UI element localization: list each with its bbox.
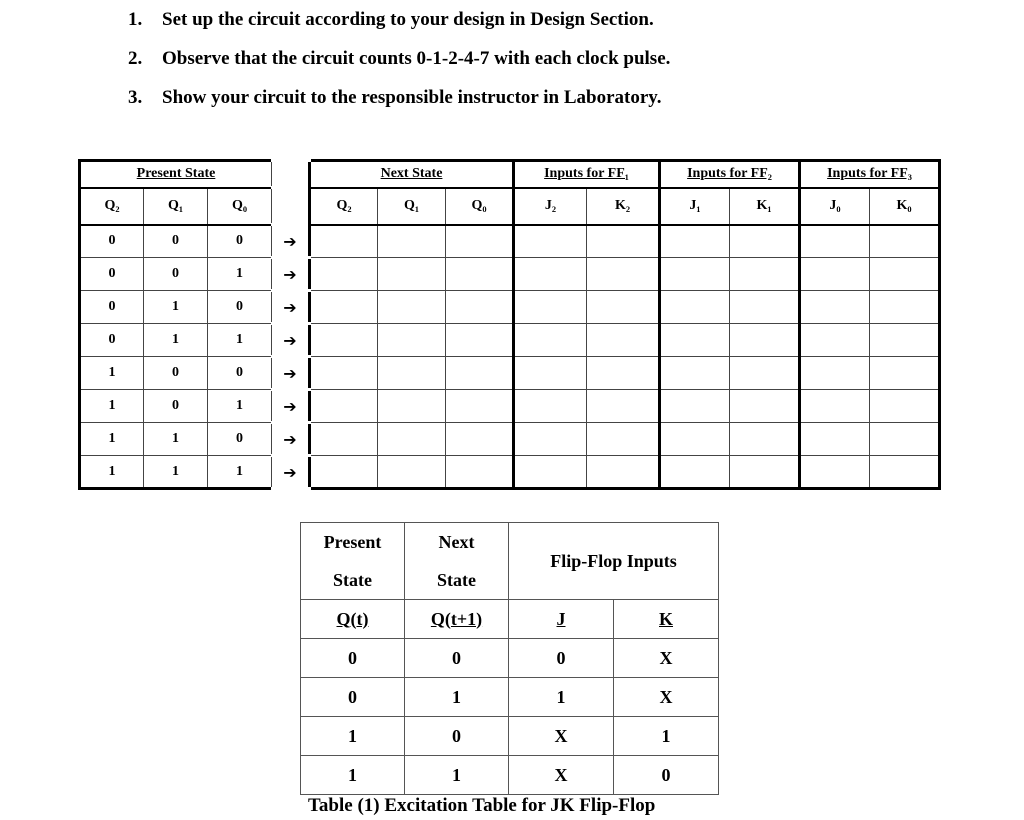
k-cell: X xyxy=(614,678,719,717)
subheader-j: J xyxy=(509,600,614,639)
qt-cell: 0 xyxy=(301,639,405,678)
next-state-label: State xyxy=(405,561,509,600)
col-header-j1: J₁ xyxy=(660,188,730,225)
col-header-next-q0: Q₀ xyxy=(446,188,514,225)
k1-cell[interactable] xyxy=(730,225,800,258)
k1-cell[interactable] xyxy=(730,456,800,489)
qt-cell: 0 xyxy=(301,678,405,717)
k0-cell[interactable] xyxy=(870,324,940,357)
excite-subheader-row xyxy=(301,600,719,639)
k0-cell[interactable] xyxy=(870,291,940,324)
state-row xyxy=(80,324,940,357)
present-state-cell: 1 xyxy=(144,324,208,357)
group-header-row xyxy=(80,161,940,188)
j1-cell[interactable] xyxy=(660,291,730,324)
col-header-j0: J₀ xyxy=(800,188,870,225)
instruction-number: 3. xyxy=(128,87,143,108)
k2-cell[interactable] xyxy=(587,324,660,357)
j2-cell[interactable] xyxy=(514,357,587,390)
state-row xyxy=(80,225,940,258)
col-header-k2: K₂ xyxy=(587,188,660,225)
qt1-cell: 0 xyxy=(405,639,509,678)
state-row xyxy=(80,357,940,390)
k-cell: 0 xyxy=(614,756,719,795)
j2-cell[interactable] xyxy=(514,390,587,423)
j0-cell[interactable] xyxy=(800,291,870,324)
excite-header-row xyxy=(301,523,719,562)
present-state-cell: 0 xyxy=(80,324,144,357)
present-state-cell: 0 xyxy=(144,357,208,390)
present-state-cell: 0 xyxy=(80,258,144,291)
k0-cell[interactable] xyxy=(870,456,940,489)
next-q1-cell[interactable] xyxy=(378,258,446,291)
k0-cell[interactable] xyxy=(870,225,940,258)
j1-cell[interactable] xyxy=(660,390,730,423)
present-header: Present xyxy=(301,523,405,562)
col-header-next-q1: Q₁ xyxy=(378,188,446,225)
j0-cell[interactable] xyxy=(800,390,870,423)
arrow-icon: ➔ xyxy=(272,291,310,324)
j1-cell[interactable] xyxy=(660,456,730,489)
qt1-cell: 0 xyxy=(405,717,509,756)
k2-cell[interactable] xyxy=(587,423,660,456)
j1-cell[interactable] xyxy=(660,357,730,390)
column-header-row xyxy=(80,188,940,225)
j2-cell[interactable] xyxy=(514,258,587,291)
arrow-column-header xyxy=(272,161,310,188)
arrow-icon: ➔ xyxy=(272,456,310,489)
flip-flop-inputs-header: Flip-Flop Inputs xyxy=(509,523,719,600)
arrow-icon: ➔ xyxy=(272,357,310,390)
k0-cell[interactable] xyxy=(870,423,940,456)
present-state-cell: 1 xyxy=(80,423,144,456)
j2-cell[interactable] xyxy=(514,291,587,324)
next-q2-cell[interactable] xyxy=(310,324,378,357)
j-cell: X xyxy=(509,717,614,756)
subheader-k: K xyxy=(614,600,719,639)
k2-cell[interactable] xyxy=(587,291,660,324)
arrow-icon: ➔ xyxy=(272,324,310,357)
j2-cell[interactable] xyxy=(514,324,587,357)
next-q2-cell[interactable] xyxy=(310,258,378,291)
state-row xyxy=(80,456,940,489)
arrow-column-header xyxy=(272,188,310,225)
instruction-item xyxy=(128,84,670,123)
k2-cell[interactable] xyxy=(587,456,660,489)
k0-cell[interactable] xyxy=(870,258,940,291)
k1-cell[interactable] xyxy=(730,423,800,456)
k2-cell[interactable] xyxy=(587,258,660,291)
excitation-table xyxy=(300,522,719,795)
next-q2-cell[interactable] xyxy=(310,225,378,258)
inputs-ff1-header: Inputs for FF₁ xyxy=(514,161,660,188)
subheader-qt: Q(t) xyxy=(301,600,405,639)
present-state-cell: 1 xyxy=(208,324,272,357)
present-state-cell: 1 xyxy=(208,390,272,423)
qt-cell: 1 xyxy=(301,717,405,756)
next-q1-cell[interactable] xyxy=(378,324,446,357)
k1-cell[interactable] xyxy=(730,357,800,390)
arrow-icon: ➔ xyxy=(272,225,310,258)
j1-cell[interactable] xyxy=(660,258,730,291)
j0-cell[interactable] xyxy=(800,324,870,357)
k0-cell[interactable] xyxy=(870,390,940,423)
next-q2-cell[interactable] xyxy=(310,390,378,423)
present-state-label: State xyxy=(301,561,405,600)
present-state-cell: 1 xyxy=(208,258,272,291)
k1-cell[interactable] xyxy=(730,324,800,357)
state-row xyxy=(80,423,940,456)
next-q1-cell[interactable] xyxy=(378,225,446,258)
j-cell: 0 xyxy=(509,639,614,678)
instruction-number: 2. xyxy=(128,48,143,69)
instruction-text: Observe that the circuit counts 0-1-2-4-7 with each clock pulse. xyxy=(162,48,671,69)
present-state-cell: 0 xyxy=(80,291,144,324)
arrow-icon: ➔ xyxy=(272,258,310,291)
k-cell: X xyxy=(614,639,719,678)
present-state-cell: 1 xyxy=(80,357,144,390)
present-state-cell: 1 xyxy=(144,423,208,456)
j0-cell[interactable] xyxy=(800,357,870,390)
j2-cell[interactable] xyxy=(514,456,587,489)
col-header-present-q0: Q₀ xyxy=(208,188,272,225)
present-state-header: Present State xyxy=(80,161,272,188)
k2-cell[interactable] xyxy=(587,225,660,258)
arrow-icon: ➔ xyxy=(272,390,310,423)
k-cell: 1 xyxy=(614,717,719,756)
present-state-cell: 0 xyxy=(208,423,272,456)
k2-cell[interactable] xyxy=(587,357,660,390)
present-state-cell: 0 xyxy=(144,225,208,258)
next-q1-cell[interactable] xyxy=(378,357,446,390)
j0-cell[interactable] xyxy=(800,423,870,456)
next-q0-cell[interactable] xyxy=(446,357,514,390)
excite-row xyxy=(301,678,719,717)
present-state-cell: 0 xyxy=(208,225,272,258)
present-state-cell: 0 xyxy=(144,258,208,291)
state-row xyxy=(80,291,940,324)
qt1-cell: 1 xyxy=(405,678,509,717)
next-q2-cell[interactable] xyxy=(310,357,378,390)
j2-cell[interactable] xyxy=(514,225,587,258)
present-state-cell: 1 xyxy=(80,456,144,489)
qt1-cell: 1 xyxy=(405,756,509,795)
k1-cell[interactable] xyxy=(730,390,800,423)
table-caption: Table (1) Excitation Table for JK Flip-Flop xyxy=(308,795,656,816)
col-header-k1: K₁ xyxy=(730,188,800,225)
col-header-j2: J₂ xyxy=(514,188,587,225)
j-cell: X xyxy=(509,756,614,795)
j1-cell[interactable] xyxy=(660,423,730,456)
present-state-cell: 1 xyxy=(208,456,272,489)
next-q1-cell[interactable] xyxy=(378,423,446,456)
instruction-text: Show your circuit to the responsible instructor in Laboratory. xyxy=(162,87,662,108)
k0-cell[interactable] xyxy=(870,357,940,390)
excite-row xyxy=(301,756,719,795)
next-q0-cell[interactable] xyxy=(446,291,514,324)
next-q0-cell[interactable] xyxy=(446,390,514,423)
col-header-k0: K₀ xyxy=(870,188,940,225)
present-state-cell: 0 xyxy=(208,357,272,390)
col-header-next-q2: Q₂ xyxy=(310,188,378,225)
inputs-ff2-header: Inputs for FF₂ xyxy=(660,161,800,188)
j0-cell[interactable] xyxy=(800,456,870,489)
j-cell: 1 xyxy=(509,678,614,717)
col-header-present-q2: Q₂ xyxy=(80,188,144,225)
arrow-icon: ➔ xyxy=(272,423,310,456)
j1-cell[interactable] xyxy=(660,324,730,357)
subheader-qt1: Q(t+1) xyxy=(405,600,509,639)
present-state-cell: 1 xyxy=(80,390,144,423)
instruction-item xyxy=(128,45,670,84)
inputs-ff3-header: Inputs for FF₃ xyxy=(800,161,940,188)
j2-cell[interactable] xyxy=(514,423,587,456)
next-header: Next xyxy=(405,523,509,562)
next-q1-cell[interactable] xyxy=(378,390,446,423)
k2-cell[interactable] xyxy=(587,390,660,423)
instruction-list xyxy=(128,6,670,123)
excite-row xyxy=(301,639,719,678)
state-table xyxy=(78,159,941,490)
next-state-header: Next State xyxy=(310,161,514,188)
j0-cell[interactable] xyxy=(800,225,870,258)
j0-cell[interactable] xyxy=(800,258,870,291)
next-q0-cell[interactable] xyxy=(446,456,514,489)
excite-row xyxy=(301,717,719,756)
next-q0-cell[interactable] xyxy=(446,423,514,456)
present-state-cell: 0 xyxy=(80,225,144,258)
state-row xyxy=(80,258,940,291)
col-header-present-q1: Q₁ xyxy=(144,188,208,225)
k1-cell[interactable] xyxy=(730,291,800,324)
present-state-cell: 1 xyxy=(144,291,208,324)
instruction-text: Set up the circuit according to your design in Design Section. xyxy=(162,9,654,30)
instruction-item xyxy=(128,6,670,45)
present-state-cell: 1 xyxy=(144,456,208,489)
next-q1-cell[interactable] xyxy=(378,291,446,324)
qt-cell: 1 xyxy=(301,756,405,795)
next-q0-cell[interactable] xyxy=(446,225,514,258)
next-q0-cell[interactable] xyxy=(446,258,514,291)
next-q2-cell[interactable] xyxy=(310,456,378,489)
present-state-cell: 0 xyxy=(208,291,272,324)
next-q2-cell[interactable] xyxy=(310,291,378,324)
next-q0-cell[interactable] xyxy=(446,324,514,357)
j1-cell[interactable] xyxy=(660,225,730,258)
next-q1-cell[interactable] xyxy=(378,456,446,489)
next-q2-cell[interactable] xyxy=(310,423,378,456)
instruction-number: 1. xyxy=(128,9,143,30)
k1-cell[interactable] xyxy=(730,258,800,291)
present-state-cell: 0 xyxy=(144,390,208,423)
state-row xyxy=(80,390,940,423)
